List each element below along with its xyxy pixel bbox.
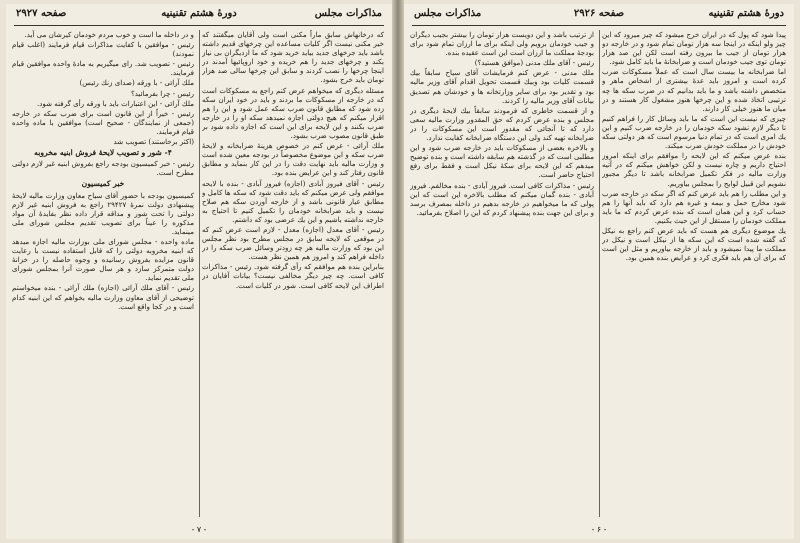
paragraph: رئيس - خبر كميسيون بودجه راجع بفروش ابنيه غير لازم دولتى مطرح است. bbox=[12, 159, 194, 178]
left-page-column-right bbox=[202, 30, 384, 517]
left-page-folio: - ۷ - bbox=[191, 525, 207, 534]
paragraph: رئيس - خيراً از اين قانون است براى ضرب سكه در خارجه (جمعى از نمايندگان - صحيح است) موافقين با ماده واحده قيام فرمايند. bbox=[12, 108, 194, 136]
section-heading: خبر كميسيون bbox=[81, 179, 125, 189]
paragraph: كه درخانهاش سابق ماراً مكنى است ولى آقايان ميگفتند كه خير مكنى نيست اگر كليات مساعده اين چرخهاى قديم داشته باشد بايد جرخهاى جديد بيايد خريد شود كه ما ازديگران بى نياز بكند و چرخهاى جديد را هم خريده و خود اروپائيها آمدند در اينجا چرخها را نصب كردند و سابق اين چرخها سالى صد هزار تومان بايد خرج بشود. bbox=[202, 30, 384, 85]
paragraph: رئيس - آقاى معدل (اجازه) معدل - لازم است عرض كنم كه در موقعى كه لايحه سابق در مجلس مطرح بود نظر مجلس اين بود كه وزارت ماليه هر چه زودتر وسائل ضرب سكه را در داخله فراهم كند و امروز هم همين نظر هست. bbox=[202, 224, 384, 262]
paragraph: ملك آرائى - با ورقه (صداى زنك رئيس) bbox=[79, 78, 194, 88]
left-header-page-label: صفحه ۲۹۲۷ bbox=[16, 8, 67, 19]
paragraph: ماده واحده - مجلس شوراى ملى بوزارت ماليه اجازه ميدهد كه ابنيه مخروبه دولتى را كه قابل استفاده نيست با رعايت قانون مزايده بفروش رسانيده و وجوه حاصله را در خزانهٔ دولت متمركز سازد و هر سال صورت آنرا بمجلس شوراى ملى تقديم نمايد. bbox=[12, 236, 194, 283]
left-page bbox=[6, 4, 392, 539]
left-header-rule bbox=[14, 25, 384, 26]
paragraph: رئيس - آقاى ملك مدنى (موافق هستيد؟) bbox=[474, 58, 594, 68]
paragraph: ملك آرائى - عرض كنم در خصوص هزينهٔ ضرابخانه و لايحهٔ ضرب سكه و اين موضوع مخصوصاً در بودجه معين شده است و وزارت ماليه بايد نهايت دقت را در اين كار بنمايد و مطابق قانون رفتار كند و اين عرايض بنده بود. bbox=[202, 141, 384, 178]
paragraph: و بالاخره بعضى از مسكوكات بايد در خارجه ضرب شود و اين مطلبى است كه در گذشته هم سابقه داشته است و بنده توضيح ميدهم كه اين لايحه براى سكهٔ نيكل است و فقط براى رفع احتياج حاضر است. bbox=[410, 143, 594, 180]
section-heading: ۴- شور و تصويب لايحهٔ فروش ابنيه مخروبه bbox=[34, 148, 172, 158]
right-header-title: مذاكرات مجلس bbox=[414, 8, 482, 19]
left-page-column-left bbox=[12, 30, 194, 517]
paragraph: يك موضوع ديگرى هم هست كه بايد عرض كنم راجع به نيكل كه گفته شده است كه اين سكه ها از نيكل است و نيكل در مملكت ما پيدا نميشود و بايد از خارجه بياوريم و مثل اين است كه براى آن هم بايد فكرى كرد و عرايض بنده همين بود. bbox=[602, 225, 786, 263]
paragraph: پيدا شود كه پول كه در ايران خرج ميشود كه چيز ميرود كه اين چيز ولو اينكه در اينجا سه هزار تومان تمام شود و در خارجه دو هزار تومان از جيب ما بيرون رفته است لكن اين صد هزار تومان توى جيب خودمان است و ضرابخانهٔ ما بايد كامل شود. bbox=[602, 30, 786, 67]
left-column-divider bbox=[199, 30, 200, 517]
left-header-title: مذاكرات مجلس bbox=[314, 8, 382, 19]
paragraph: اما ضرابخانه ما بيست سال است كه عملاً مسكوكات ضرب كرده است و امروز بايد عدهٔ بيشترى از اشخاص ماهر و متخصص داشته باشد و ما بايد بدانيم كه در ضرب سكه ها چه ترتيبى اتخاذ شده و اين چرخها هنوز مشغول كار هستند و در ميان ما هنوز خيلى كار دارند. bbox=[602, 67, 786, 113]
right-page bbox=[404, 4, 794, 539]
right-header-rule bbox=[412, 25, 786, 26]
paragraph: و در داخله ما است و خوب مردم خودمان كيرشان مى آيد. bbox=[24, 30, 194, 39]
paragraph: بنده عرض ميكنم كه اين لايحه را موافقم براى اينكه امروز احتياج داريم و چاره نيست و لكن خواهش ميكنم كه در آتيه وزارت ماليه در فكر تكميل ضرابخانه باشد تا ديگر مجبور نشويم اين قبيل لوايح را بمجلس بياوريم. bbox=[602, 151, 786, 188]
right-column-divider bbox=[599, 30, 600, 517]
paragraph: چيزى كه نيست اين است كه ما بايد وسائل كار را فراهم كنيم تا ديگر لازم نشود سكه خودمان را در خارجه ضرب كنيم و اين يك امرى است كه در تمام دنيا مرسوم است كه هر دولتى سكه خودش را در مملكت خودش ضرب ميكند. bbox=[602, 113, 786, 151]
paragraph: رئيس - آقاى فيروز آبادى (اجازه) فيروز آبادى - بنده با لايحه موافقم ولى عرض ميكنم كه بايد دقت شود كه سكه ها كامل و مطابق عيار قانونى باشد و از خارجه آوردن سكه هم صلاح نيست و بايد ضرابخانه خودمان را تكميل كنيم تا احتياج به خارجه نداشته باشيم و اين يك عرضى بود كه داشتم. bbox=[202, 178, 384, 224]
paragraph: كميسيون بودجه با حضور آقاى سياح معاون وزارت ماليه لايحهٔ پيشنهادى دولت نمرهٔ ۲۹۴۲۷ راجع به فروش ابنيه غير لازم دولتى را تحت شور و مداقه قرار داده نظر بفايدهٔ آن مواد مذكوره را عيناً براى تصويب تقديم مجلس شوراى ملى مينمايد. bbox=[12, 190, 194, 236]
paragraph: رئيس - مذاكرات كافى است. فيروز آبادى - بنده مخالفم. فيروز آبادى - بنده گمان ميكنم كه مطلب بالاخره اين است كه اين پولى كه ما ميخواهيم در خارجه بدهيم در داخله بمصرف برسد و براى اين جهت بنده پيشنهاد كردم كه اين را اصلاح بفرمائيد. bbox=[410, 180, 594, 217]
book-gutter bbox=[392, 0, 404, 543]
right-page-folio: - ۶ - bbox=[591, 525, 607, 534]
paragraph: رئيس - چرا بفرمائيد؟ bbox=[130, 88, 194, 98]
left-page-header bbox=[16, 8, 382, 24]
paragraph: و از قسمت خاطرى كه فرمودند سابقاً بيك لايحهٔ ديگرى در مجلس و بنده عرض كردم كه حق المقدور وزارت ماليه سعى دارد كه تا آنجائى كه مقدور است اين مسكوكات را در ضرابخانه تهيه كند ولى اين دستگاه ضرابخانه كفايت ندارد. bbox=[410, 105, 594, 143]
paragraph: ملك مدنى - عرض كنم فرمايشات آقاى سياح سابقاً بيك قسمت كليات بود وبيك قسمت تحويل اقدام آقاى وزير ماليه بود و تقدير بود براى ساير وزارتخانه ها و خودشان هم تصديق بيانات آقاى وزير ماليه را كردند. bbox=[410, 68, 594, 105]
right-header-page-label: صفحه ۲۹۲۶ bbox=[573, 8, 625, 19]
right-page-column-right bbox=[602, 30, 786, 517]
right-page-column-left bbox=[410, 30, 594, 517]
paragraph: از ترتيب باشد و اين دويست هزار تومان را بيشتر بجيب ديگران و جيب خودمان برويم ولى اينكه براى ما ارزان تمام شود براى بودجهٔ مملكت ما ارزان است اين است عقيده بنده. bbox=[410, 30, 594, 58]
paragraph: مسئله ديگرى كه ميخواهم عرض كنم راجع به مسكوكات است كه در خارجه از مسكوكات ما بردند و بايد در خود ايران سكه زده شود كه مطابق قانون ضرب سكه عمل شود و اين را هم اقرار ميكنم كه هيچ دولتى اجازه نميدهد سكه او را در خارجه ضرب بكنند و اين لايحه براى اين است كه اجازه داده شود بر طبق قانون مصوب ضرب بشود. bbox=[202, 85, 384, 141]
paragraph: (اكثر برخاستند) تصويب شد bbox=[113, 137, 194, 147]
paragraph: رئيس - موافقين با كفايت مذاكرات قيام فرمايند (اغلب قيام نمودند) bbox=[12, 40, 194, 59]
paragraph: رئيس - آقاى ملك آرائى (اجازه) ملك آرائى - بنده ميخواستم توضيحى از آقاى معاون وزارت ماليه بخواهم كه اين ابنيه كدام است و در كجا واقع است. bbox=[12, 283, 194, 311]
paragraph: رئيس - تصويب شد. راى ميگيريم به مادهٔ واحده موافقين قيام فرمايند. bbox=[12, 59, 194, 78]
paragraph: ملك آرائى - اين اعتبارات بايد با ورقه رأى گرفته شود. bbox=[36, 98, 194, 108]
right-page-header bbox=[414, 8, 784, 24]
left-header-session: دورهٔ هشتم تقنينيه bbox=[161, 8, 237, 19]
paragraph: و اين مطلب را هم بايد عرض كنم كه اگر سكه در خارجه ضرب شود مخارج حمل و بيمه و غيره هم دارد كه بايد آنها را هم حساب كرد و اين همان است كه بنده عرض كردم كه ما بايد مملكت خودمان را مستقل از اين حيث بكنيم. bbox=[602, 188, 786, 225]
right-header-session: دورهٔ هشتم تقنينيه bbox=[708, 8, 784, 19]
paragraph: بنابراين بنده هم موافقم كه رأى گرفته شود. رئيس - مذاكرات كافى است. چه چيز ديگر مخالفى نيست؟ بيانات آقايان در اطراف اين لايحه كافى است. شور در كليات است. bbox=[202, 262, 384, 290]
